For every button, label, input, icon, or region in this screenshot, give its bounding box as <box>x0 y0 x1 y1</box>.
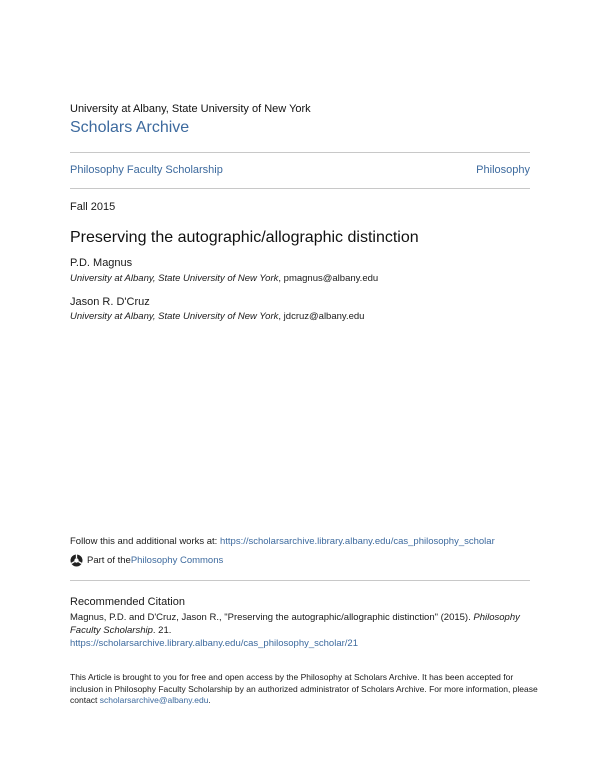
affiliation-text: University at Albany, State University of New York <box>70 273 279 284</box>
author-affiliation: University at Albany, State University of New York, pmagnus@albany.edu <box>70 273 379 284</box>
follow-line <box>70 536 495 547</box>
notice-text: This Article is brought to you for free and open access by the Philosophy at Scholars Archive. It has been accepted for inclusion in Philosophy Faculty Scholarship by an authorized administrator of Scholars Archive. For more information, please contact <box>70 672 538 705</box>
author-email: pmagnus@albany.edu <box>283 273 379 284</box>
publication-date: Fall 2015 <box>70 201 116 213</box>
divider-citation <box>70 580 530 581</box>
citation-journal: Philosophy Faculty Scholarship <box>70 612 520 636</box>
access-notice <box>70 672 540 707</box>
citation-url-link[interactable]: https://scholarsarchive.library.albany.edu/cas_philosophy_scholar/21 <box>70 638 358 649</box>
university-name: University at Albany, State University of New York <box>70 103 311 115</box>
series-link[interactable]: Philosophy Faculty Scholarship <box>70 164 223 176</box>
philosophy-commons-link[interactable]: Philosophy Commons <box>130 555 224 566</box>
citation-suffix: . 21. <box>152 625 172 636</box>
citation-text <box>70 611 532 650</box>
department-link[interactable]: Philosophy <box>476 164 530 176</box>
citation-prefix: Magnus, P.D. and D'Cruz, Jason R., "Preserving the autographic/allographic distinction" (2015). <box>70 612 474 623</box>
archive-name[interactable]: Scholars Archive <box>70 119 190 136</box>
recommended-citation-heading: Recommended Citation <box>70 596 185 608</box>
article-title: Preserving the autographic/allographic distinction <box>70 229 419 246</box>
affiliation-text: University at Albany, State University of New York <box>70 311 279 322</box>
notice-end: . <box>208 695 211 705</box>
divider-nav <box>70 188 530 189</box>
commons-network-icon <box>70 554 83 567</box>
divider-top <box>70 152 530 153</box>
author-name: P.D. Magnus <box>70 257 133 269</box>
author-email: jdcruz@albany.edu <box>283 311 365 322</box>
contact-email-link[interactable]: scholarsarchive@albany.edu <box>99 695 209 705</box>
part-of-text: Part of the <box>87 555 131 566</box>
author-affiliation: University at Albany, State University of New York, jdcruz@albany.edu <box>70 311 365 322</box>
follow-url-link[interactable]: https://scholarsarchive.library.albany.edu/cas_philosophy_scholar <box>219 536 495 547</box>
author-name: Jason R. D'Cruz <box>70 296 150 308</box>
follow-text: Follow this and additional works at: <box>70 536 220 547</box>
part-of-line <box>70 554 223 567</box>
